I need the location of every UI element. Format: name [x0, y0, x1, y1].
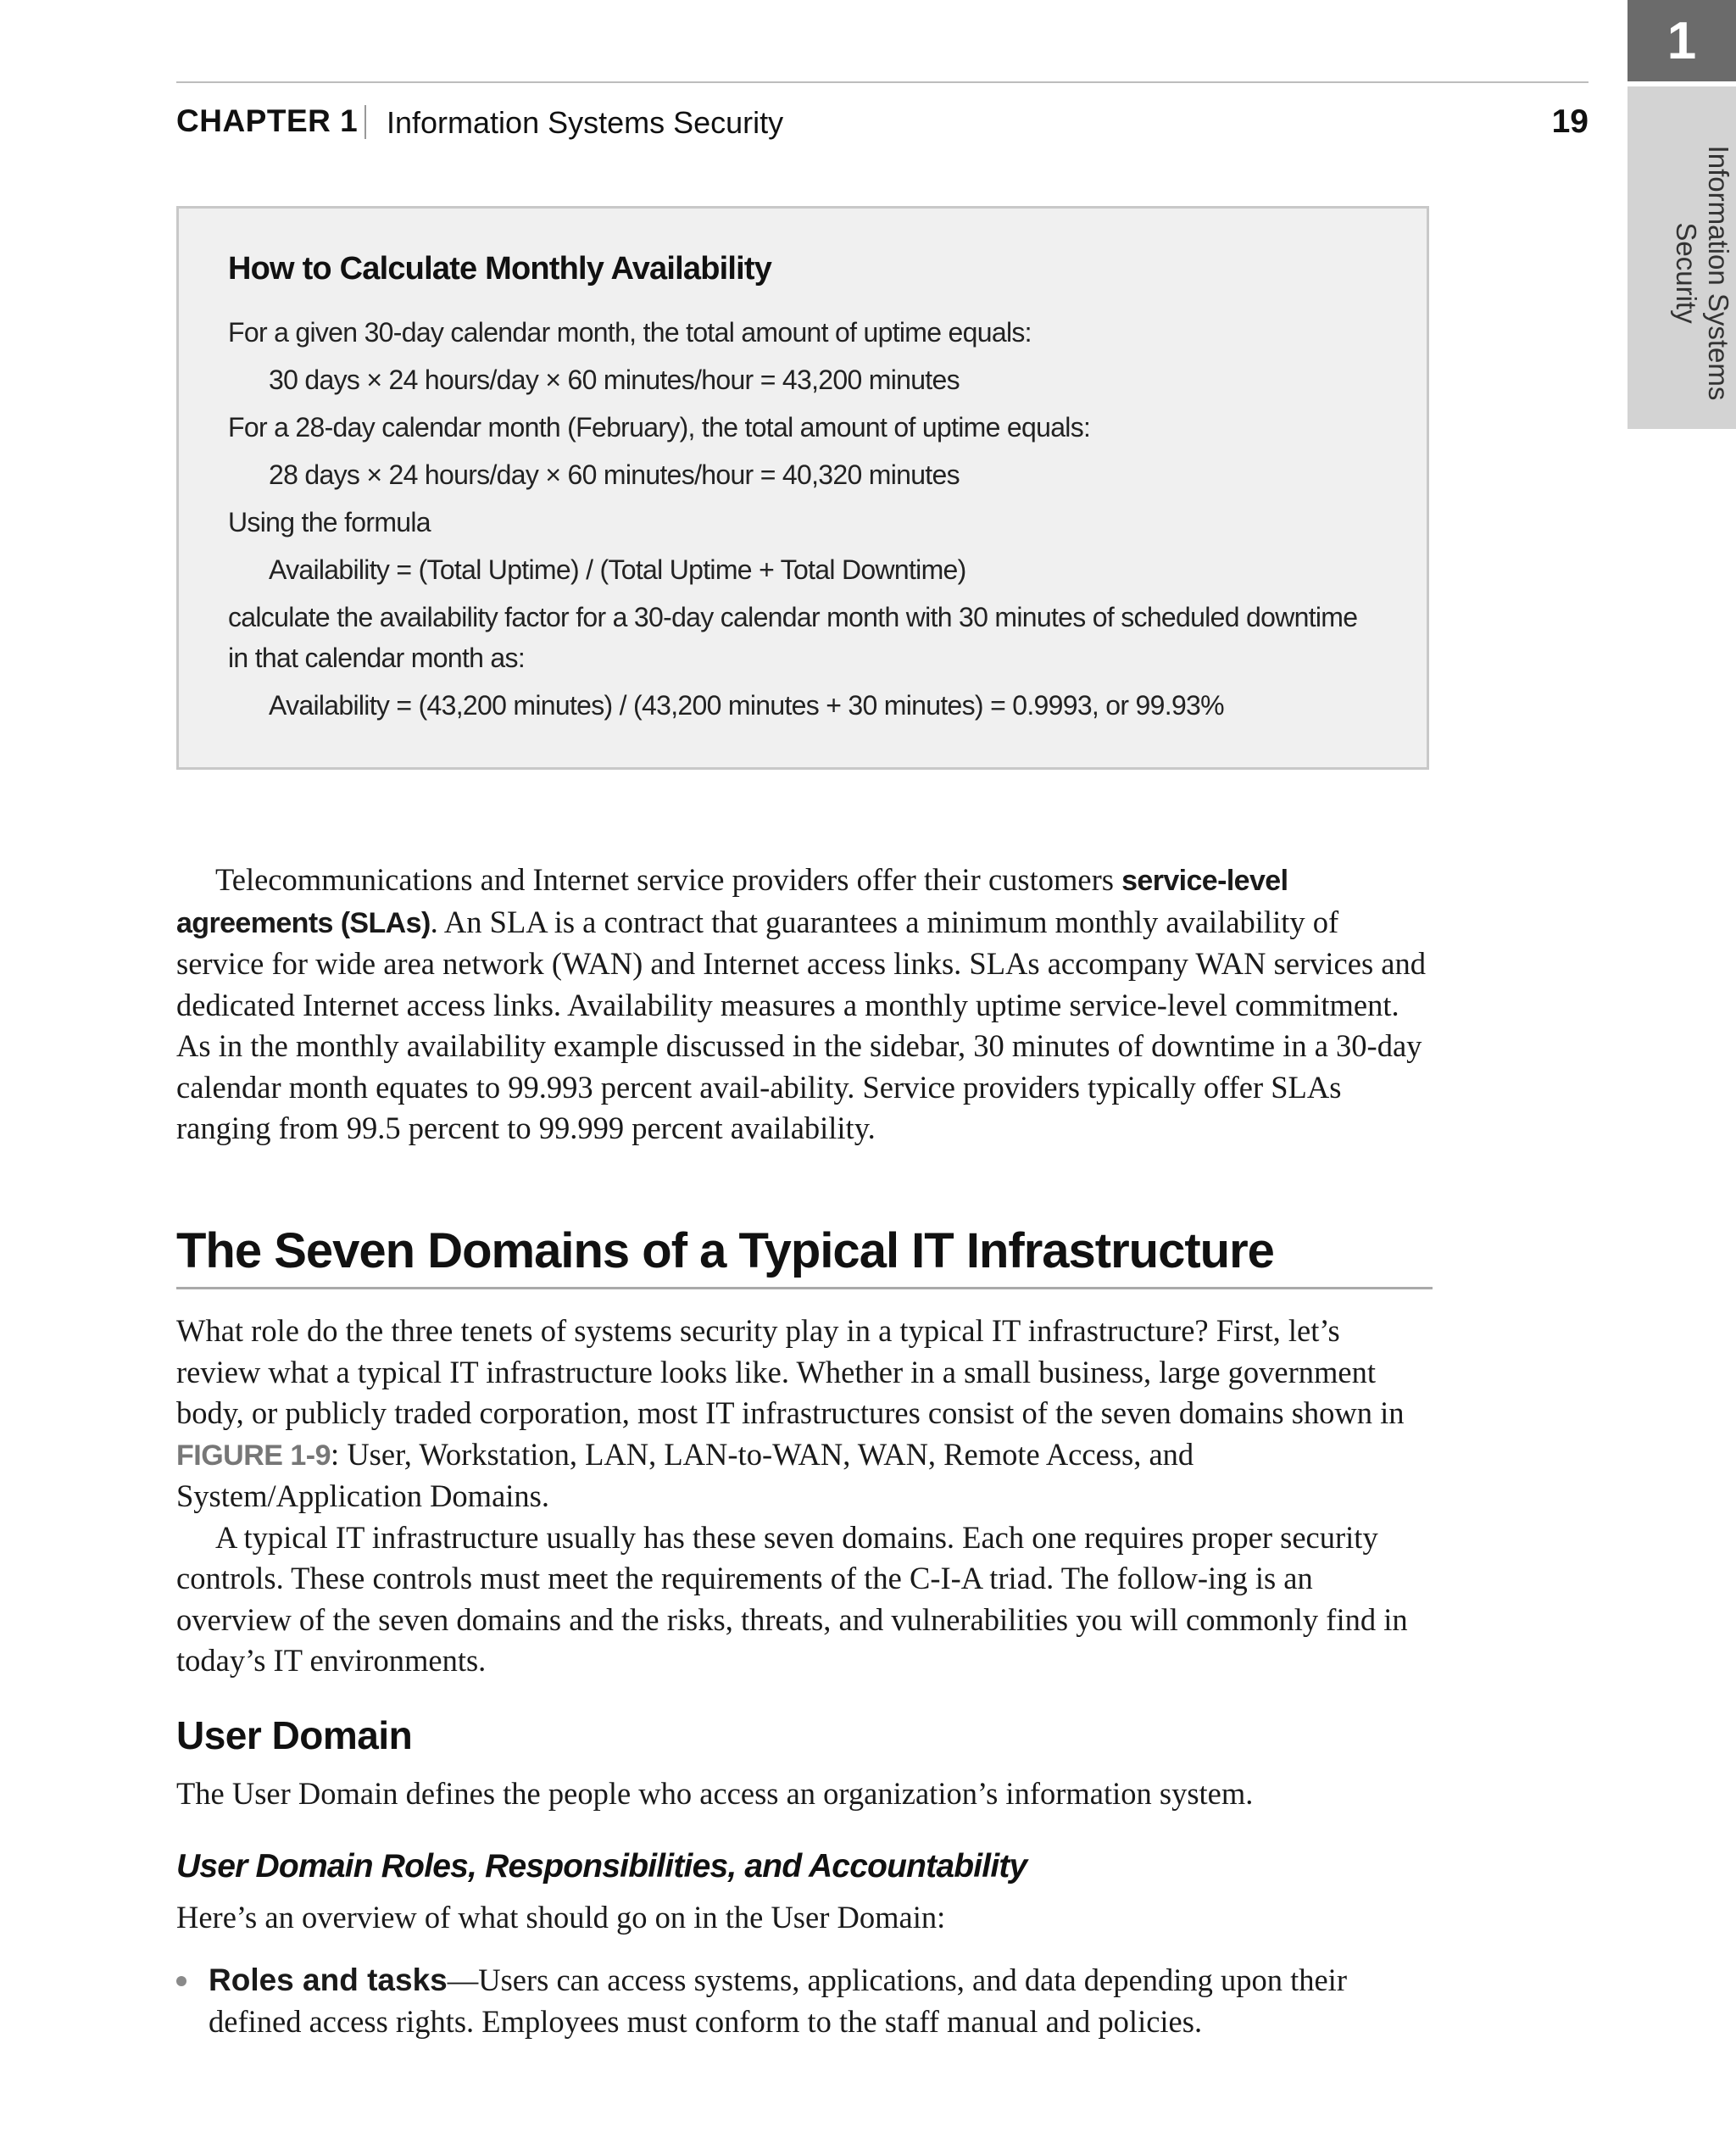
chapter-thumb-number: 1	[1666, 12, 1697, 70]
section-body	[176, 1311, 1429, 1682]
chapter-title: Information Systems Security	[387, 105, 784, 140]
sidebar-line: Using the formula	[228, 507, 431, 537]
section-p1-before: What role do the three tenets of systems security play in a typical IT infrastructure? First, let’s review what a typical IT infrastructure looks like. Whether in a small business, large government body, or publicly traded corporation, most IT infrastructures consist of the seven domains shown in	[176, 1313, 1405, 1430]
user-domain-text: The User Domain defines the people who access an organization’s information system.	[176, 1776, 1254, 1811]
running-head-separator	[364, 105, 366, 139]
section-heading-rule	[176, 1287, 1433, 1289]
user-domain-subheading: User Domain Roles, Responsibilities, and Accountability	[176, 1848, 1027, 1885]
chapter-thumb-label	[1670, 137, 1734, 409]
chapter-thumb-number-box	[1628, 0, 1736, 81]
sla-paragraph	[176, 860, 1429, 1150]
user-domain-intro: Here’s an overview of what should go on in the User Domain:	[176, 1900, 946, 1935]
sidebar-line: calculate the availability factor for a 30-day calendar month with 30 minutes of scheduled downtime	[228, 602, 1358, 632]
running-head	[176, 100, 1589, 151]
sidebar-formula-line: 28 days × 24 hours/day × 60 minutes/hour = 40,320 minutes	[269, 459, 960, 490]
section-p1-after: : User, Workstation, LAN, LAN-to-WAN, WAN, Remote Access, and System/Application Domains.	[176, 1436, 1194, 1513]
sidebar-line: For a given 30-day calendar month, the total amount of uptime equals:	[228, 317, 1032, 348]
sla-text-after: . An SLA is a contract that guarantees a minimum monthly availability of service for wide area network (WAN) and Internet access links. SLAs accompany WAN services and dedicated Internet access links. Availability measures a monthly uptime service-level commitment. As in the monthly availability example discussed in the sidebar, 30 minutes of downtime in a 30-day calendar month equates to 99.993 percent avail-ability. Service providers typically offer SLAs ranging from 99.5 percent to 99.999 percent availability.	[176, 904, 1426, 1145]
sidebar-line: in that calendar month as:	[228, 643, 526, 673]
bullet-text	[209, 1960, 1429, 2042]
sidebar-formula-line: 30 days × 24 hours/day × 60 minutes/hour = 43,200 minutes	[269, 365, 960, 395]
sidebar-title: How to Calculate Monthly Availability	[228, 251, 772, 287]
sidebar-formula-line: Availability = (Total Uptime) / (Total Uptime + Total Downtime)	[269, 554, 966, 585]
figure-reference-link[interactable]: FIGURE 1-9	[176, 1439, 331, 1472]
chapter-thumb-tab	[1628, 86, 1736, 429]
sla-text-before: Telecommunications and Internet service providers offer their customers	[215, 862, 1122, 897]
bullet-description: —Users can access systems, applications, and data depending upon their defined access rights. Employees must conform to the staff manual and policies.	[209, 1962, 1347, 2039]
section-heading: The Seven Domains of a Typical IT Infrastructure	[176, 1223, 1274, 1278]
sla-key-term: service-level agreements (SLAs)	[176, 865, 1288, 939]
sidebar-line: For a 28-day calendar month (February), the total amount of uptime equals:	[228, 412, 1091, 443]
page-number: 19	[1551, 103, 1589, 140]
section-paragraph-2: A typical IT infrastructure usually has these seven domains. Each one requires proper security controls. These controls must meet the requirements of the C-I-A triad. The follow-ing is an overview of the seven domains and the risks, threats, and vulnerabilities you will commonly find in today’s IT environments.	[176, 1519, 1408, 1678]
bullet-term: Roles and tasks	[209, 1962, 448, 1997]
user-domain-heading: User Domain	[176, 1713, 413, 1757]
chapter-label: CHAPTER 1	[176, 103, 359, 138]
section-paragraph-1	[176, 1311, 1429, 1517]
sidebar-formula-line: Availability = (43,200 minutes) / (43,200 minutes + 30 minutes) = 0.9993, or 99.93%	[269, 690, 1224, 721]
thumb-label-line-1: Information Systems	[1703, 145, 1734, 401]
availability-sidebar	[176, 206, 1429, 770]
thumb-label-line-2: Security	[1671, 222, 1702, 324]
bullet-dot-icon	[176, 1976, 186, 1986]
header-rule	[176, 81, 1589, 83]
sla-paragraph-text	[176, 860, 1429, 1150]
